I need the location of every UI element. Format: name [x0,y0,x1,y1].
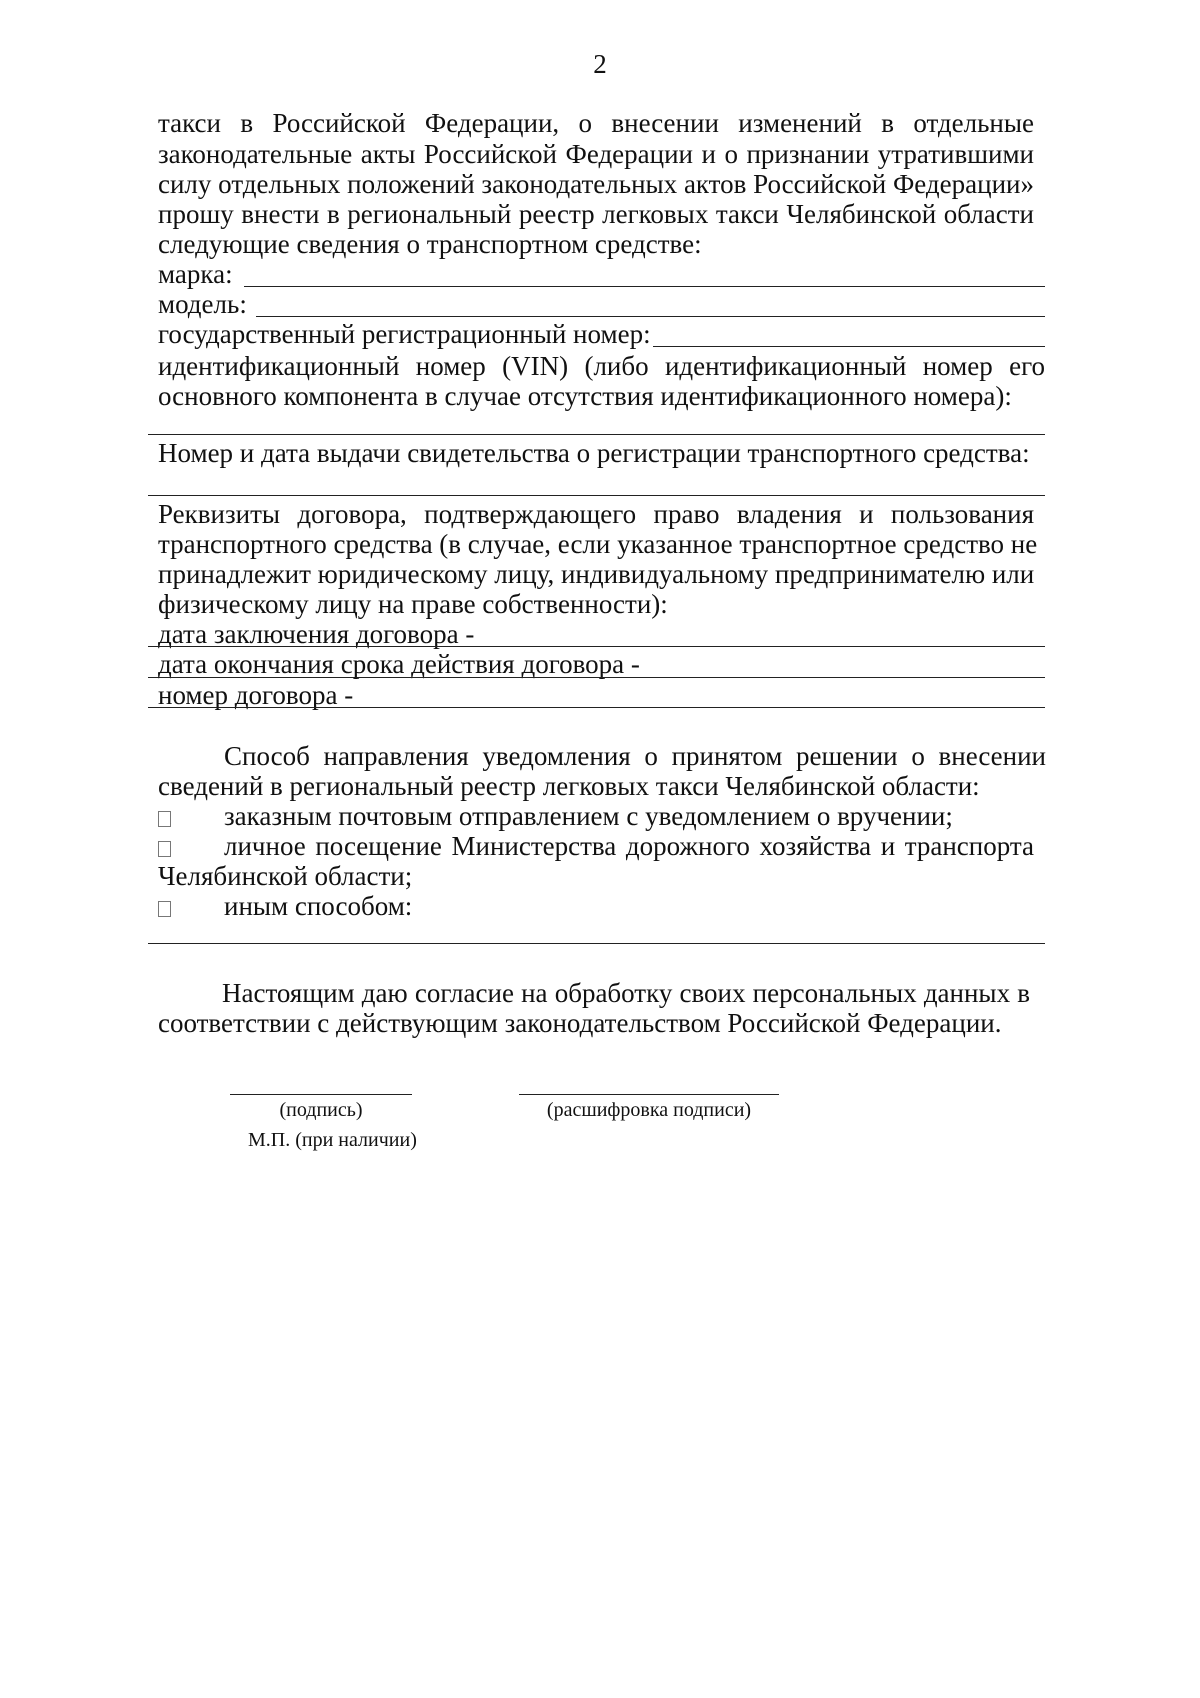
intro-line-3: силу отдельных положений законодательных актов Российской Федерации» [158,169,1034,199]
intro-line-1: такси в Российской Федерации, о внесении изменений в отдельные [158,108,1034,138]
brand-input-line[interactable] [244,286,1045,287]
option-mail-label: заказным почтовым отправлением с уведомлением о вручении; [224,801,953,831]
model-label: модель: [158,289,247,319]
reg-number-input-line[interactable] [653,346,1045,347]
checkbox-visit[interactable] [158,841,171,857]
contract-number-label: номер договора - [158,680,354,710]
notification-line-1: Способ направления уведомления о принятом решении о внесении [224,741,1046,771]
checkbox-other[interactable] [158,901,171,917]
contract-line-3: принадлежит юридическому лицу, индивидуальному предпринимателю или [158,559,1035,589]
contract-date-concluded-line[interactable] [148,646,1045,647]
option-visit-line-2: Челябинской области; [158,861,413,891]
signature-decoding-line[interactable] [519,1094,779,1095]
contract-number-line[interactable] [148,707,1045,708]
checkbox-mail-row [158,800,171,833]
contract-last-line: физическому лицу на праве собственности): [158,589,668,619]
contract-date-expiry-line[interactable] [148,677,1045,678]
reg-number-label: государственный регистрационный номер: [158,319,651,349]
intro-line-4: прошу внести в региональный реестр легковых такси Челябинской области [158,199,1034,229]
model-input-line[interactable] [256,316,1045,317]
option-other-input-line[interactable] [148,943,1045,944]
notification-line-2: сведений в региональный реестр легковых такси Челябинской области: [158,771,980,801]
consent-line-2: соответствии с действующим законодательством Российской Федерации. [158,1008,1002,1038]
contract-date-concluded-label: дата заключения договора - [158,619,475,649]
contract-line-1: Реквизиты договора, подтверждающего право владения и пользования [158,499,1034,529]
option-other-label: иным способом: [224,891,413,921]
intro-last-line: следующие сведения о транспортном средстве: [158,229,702,259]
consent-line-1: Настоящим даю согласие на обработку своих персональных данных в [222,978,1030,1008]
checkbox-other-row [158,890,171,923]
contract-line-2: транспортного средства (в случае, если указанное транспортное средство не [158,529,1038,559]
vin-input-line[interactable] [148,434,1045,435]
vin-label-line-1: идентификационный номер (VIN) (либо идентификационный номер его [158,351,1045,381]
signature-line[interactable] [230,1094,412,1095]
option-visit-line-1: личное посещение Министерства дорожного хозяйства и транспорта [224,831,1034,861]
vin-label-line-2: основного компонента в случае отсутствия идентификационного номера): [158,381,1012,411]
contract-date-expiry-label: дата окончания срока действия договора - [158,649,640,679]
signature-caption: (подпись) [279,1099,363,1121]
checkbox-mail[interactable] [158,811,171,827]
signature-decoding-caption: (расшифровка подписи) [546,1099,752,1121]
intro-line-2: законодательные акты Российской Федерации и о признании утратившими [158,139,1034,169]
seal-caption: М.П. (при наличии) [248,1129,417,1151]
certificate-label: Номер и дата выдачи свидетельства о регистрации транспортного средства: [158,438,1030,468]
checkbox-visit-row [158,830,171,863]
page-number: 2 [593,49,607,79]
brand-label: марка: [158,259,233,289]
certificate-input-line[interactable] [148,495,1045,496]
